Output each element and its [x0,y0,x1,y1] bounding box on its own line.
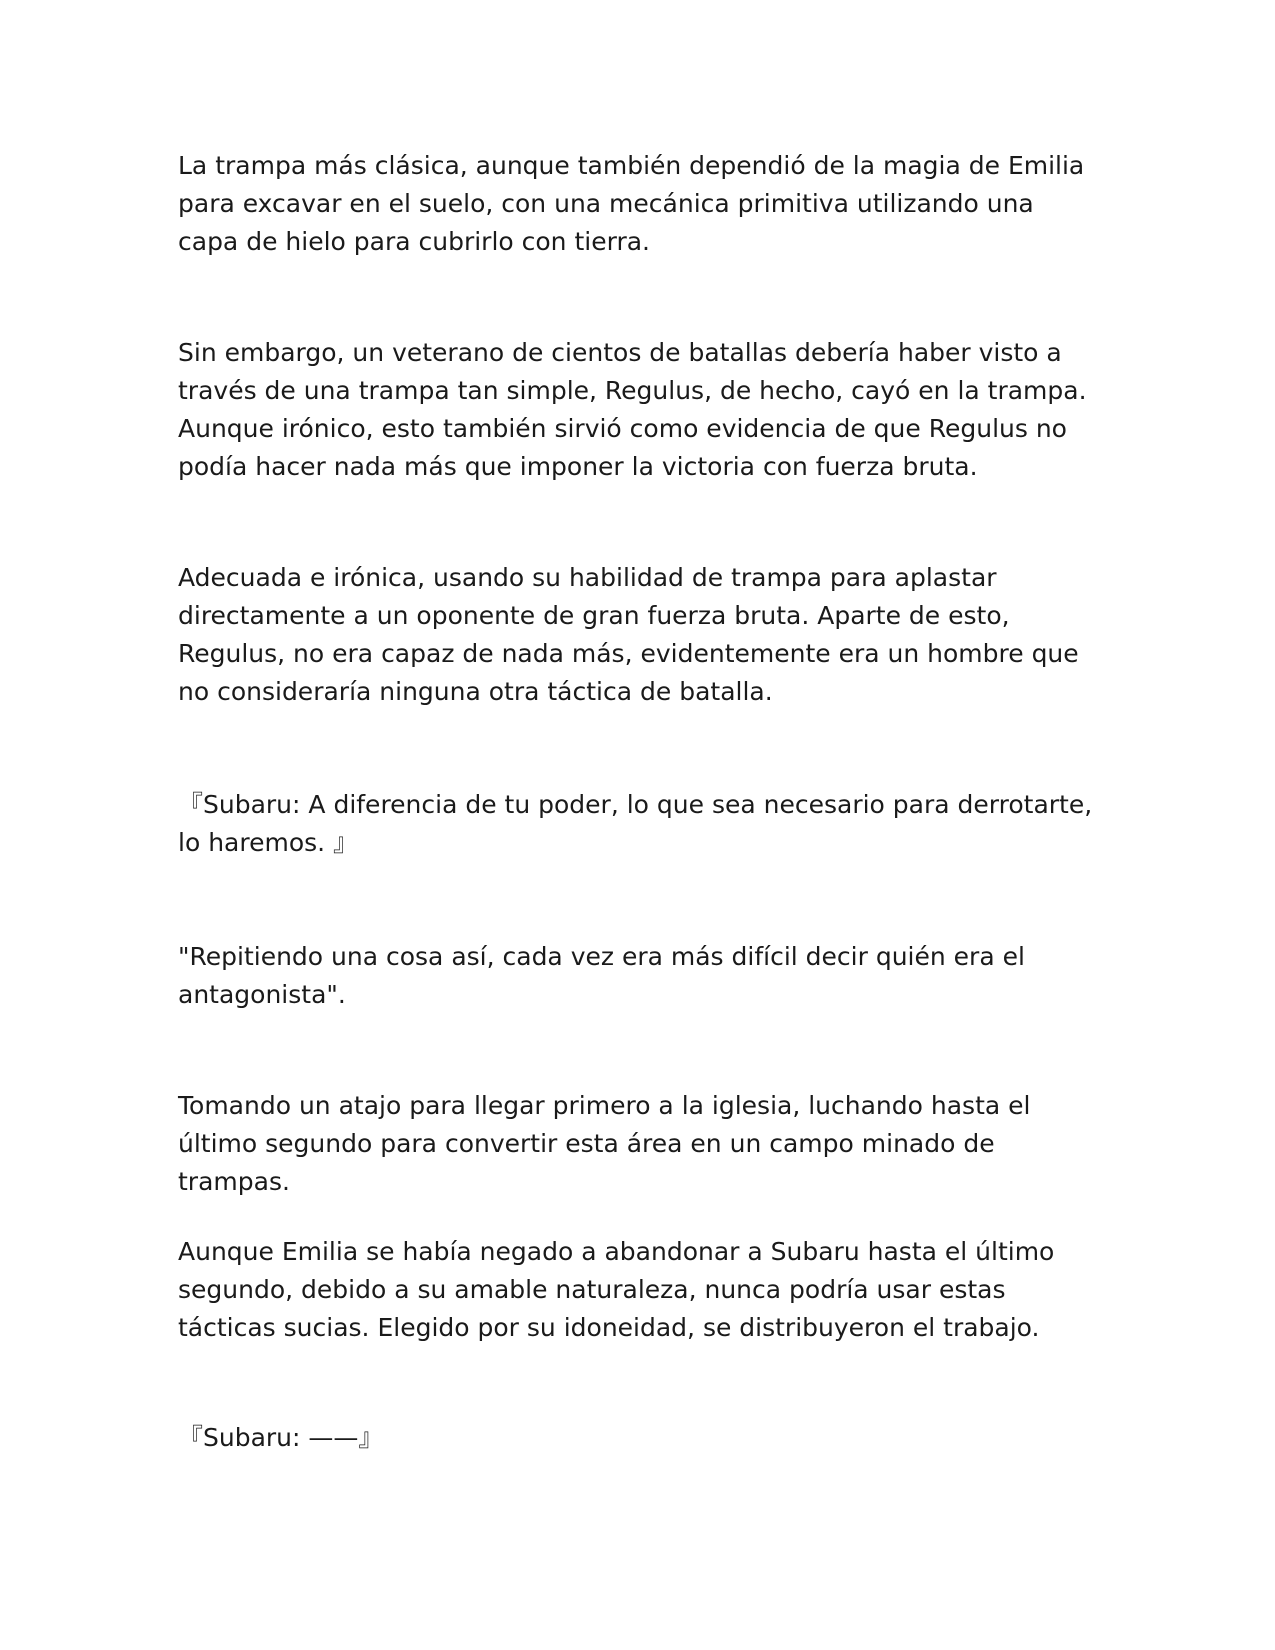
dialogue-subaru-2: 『Subaru: ——』 [178,1423,384,1452]
paragraph-quote: "Repitiendo una cosa así, cada vez era más difícil decir quién era el antagonista". [178,942,1033,1009]
paragraph-6: Tomando un atajo para llegar primero a la iglesia, luchando hasta el último segundo para convertir esta área en un campo minado de trampas. [178,1091,1039,1196]
paragraph-7: Aunque Emilia se había negado a abandonar a Subaru hasta el último segundo, debido a su amable naturaleza, nunca podría usar estas tácticas sucias. Elegido por su idoneidad, se distribuyeron el trabajo. [178,1237,1063,1342]
paragraph-2: Sin embargo, un veterano de cientos de batallas debería haber visto a través de una trampa tan simple, Regulus, de hecho, cayó en la trampa. Aunque irónico, esto también sirvió como evidencia de que Regulus no podía hacer nada más que imponer la victoria con fuerza bruta. [178,338,1095,481]
paragraph-3: Adecuada e irónica, usando su habilidad de trampa para aplastar directamente a un oponente de gran fuerza bruta. Aparte de esto, Regulus, no era capaz de nada más, evidentemente era un hombre que no consideraría ninguna otra táctica de batalla. [178,563,1087,706]
dialogue-subaru-1: 『Subaru: A diferencia de tu poder, lo que sea necesario para derrotarte, lo haremos. 』 [178,790,1101,857]
paragraph-1: La trampa más clásica, aunque también dependió de la magia de Emilia para excavar en el suelo, con una mecánica primitiva utilizando una capa de hielo para cubrirlo con tierra. [178,151,1093,256]
